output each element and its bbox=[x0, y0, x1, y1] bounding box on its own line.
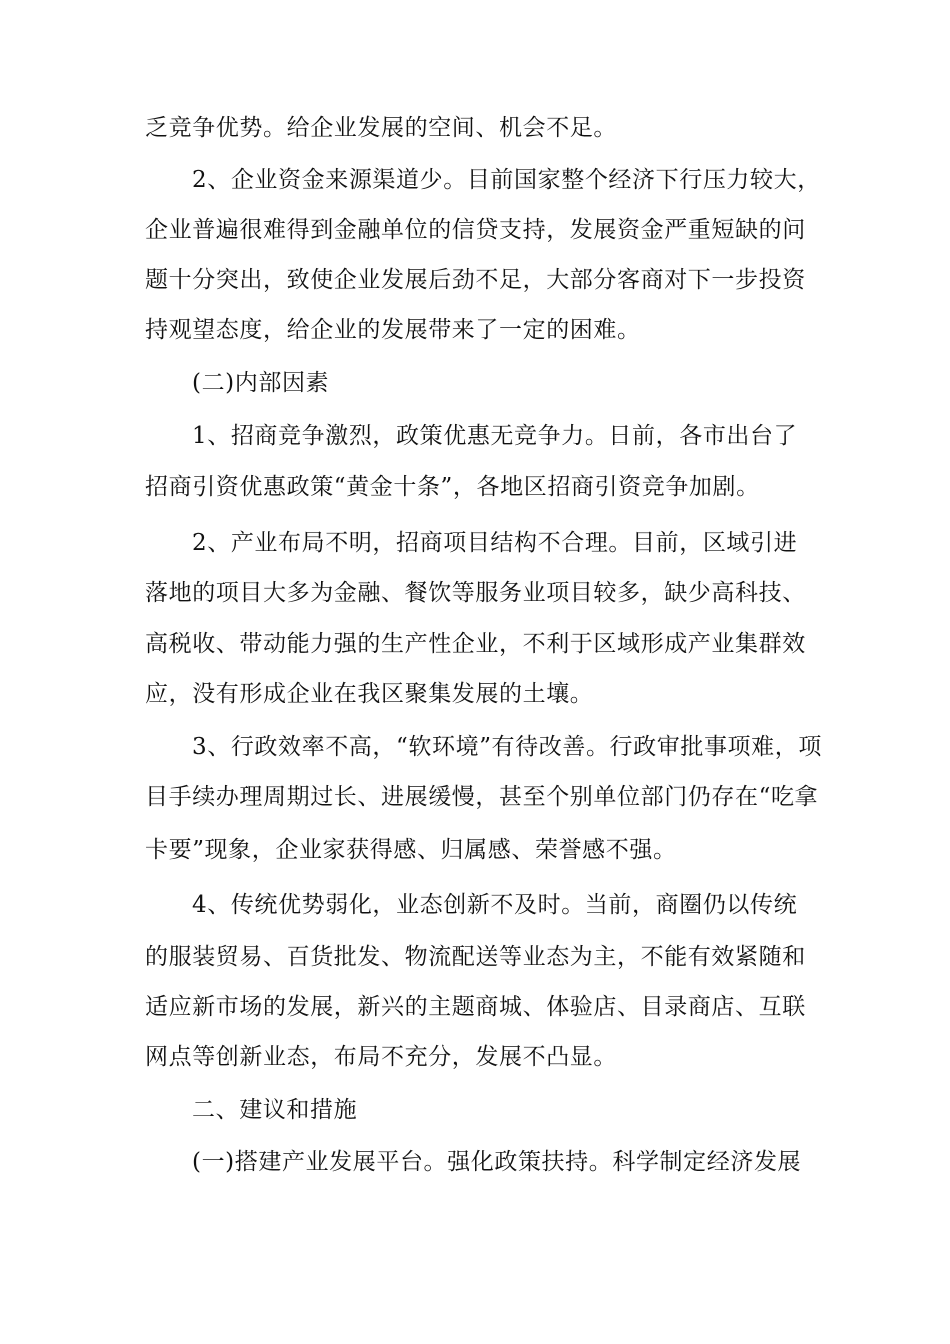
paragraph-first-line: 2、企业资金来源渠道少。目前国家整个经济下行压力较大， bbox=[192, 167, 821, 193]
paragraph-first-line: 4、传统优势弱化，业态创新不及时。当前，商圈仍以传统 bbox=[192, 892, 798, 918]
section-heading: 二、建议和措施 bbox=[192, 1097, 358, 1123]
section-heading: (二)内部因素 bbox=[192, 370, 330, 396]
text-line: 网点等创新业态，布局不充分，发展不凸显。 bbox=[145, 1044, 617, 1070]
paragraph-first-line: 3、行政效率不高，“软环境”有待改善。行政审批事项难，项 bbox=[192, 734, 822, 760]
text-line: 卡要”现象，企业家获得感、归属感、荣誉感不强。 bbox=[145, 837, 677, 863]
text-line: 企业普遍很难得到金融单位的信贷支持，发展资金严重短缺的问 bbox=[145, 217, 806, 243]
text-line: 乏竞争优势。给企业发展的空间、机会不足。 bbox=[145, 115, 617, 141]
paragraph-first-line: 1、招商竞争激烈，政策优惠无竞争力。日前，各市出台了 bbox=[192, 423, 798, 449]
text-line: 招商引资优惠政策“黄金十条”，各地区招商引资竞争加剧。 bbox=[145, 474, 760, 500]
text-line: 适应新市场的发展，新兴的主题商城、体验店、目录商店、互联 bbox=[145, 994, 806, 1020]
text-line: 持观望态度，给企业的发展带来了一定的困难。 bbox=[145, 317, 641, 343]
text-line: 应，没有形成企业在我区聚集发展的土壤。 bbox=[145, 681, 594, 707]
text-line: 目手续办理周期过长、进展缓慢，甚至个别单位部门仍存在“吃拿 bbox=[145, 784, 819, 810]
text-line: 落地的项目大多为金融、餐饮等服务业项目较多，缺少高科技、 bbox=[145, 580, 806, 606]
text-line: 的服装贸易、百货批发、物流配送等业态为主，不能有效紧随和 bbox=[145, 944, 806, 970]
text-line: 高税收、带动能力强的生产性企业，不利于区域形成产业集群效 bbox=[145, 631, 806, 657]
paragraph-first-line: (一)搭建产业发展平台。强化政策扶持。科学制定经济发展 bbox=[192, 1149, 802, 1175]
text-line: 题十分突出，致使企业发展后劲不足，大部分客商对下一步投资 bbox=[145, 267, 806, 293]
paragraph-first-line: 2、产业布局不明，招商项目结构不合理。目前，区域引进 bbox=[192, 530, 798, 556]
